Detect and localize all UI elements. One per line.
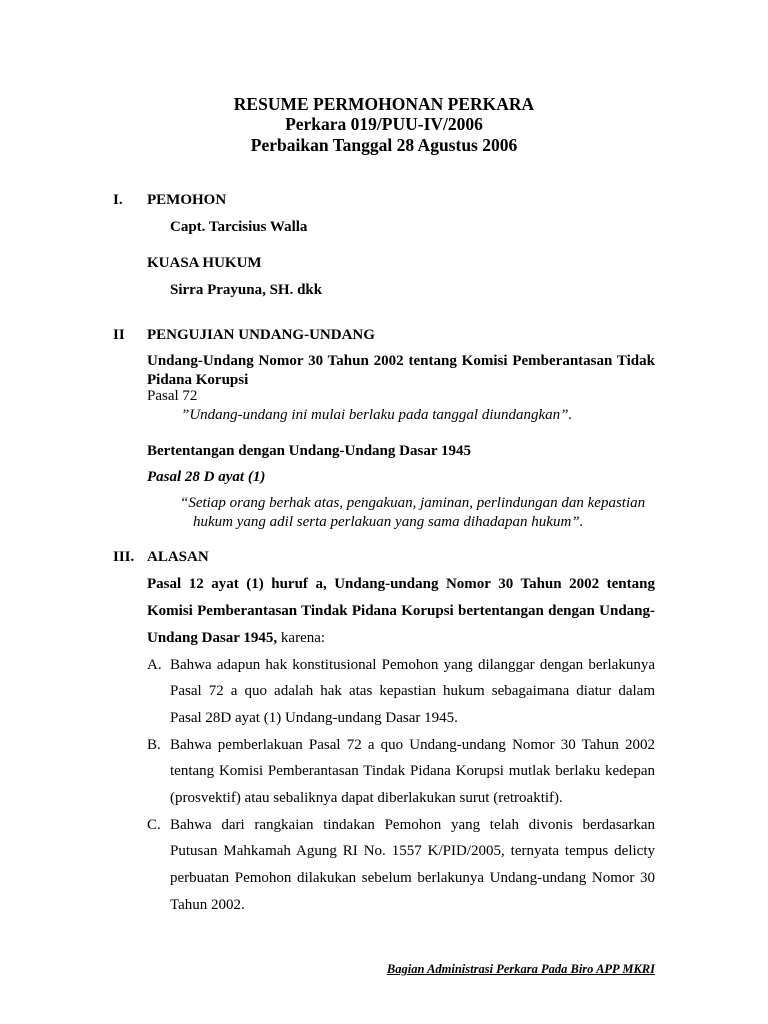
list-item-letter: C.	[147, 817, 161, 833]
list-item-line: perbuatan Pemohon dilakukan sebelum berlakunya Undang-undang Nomor 30	[170, 870, 655, 886]
document-title: RESUME PERMOHONAN PERKARA	[233, 94, 535, 114]
list-item-line: Bahwa dari rangkaian tindakan Pemohon yang telah divonis berdasarkan	[170, 817, 655, 833]
section-number: II	[113, 327, 125, 343]
alasan-intro-line: Komisi Pemberantasan Tindak Pidana Korupsi bertentangan dengan Undang-	[147, 603, 655, 619]
law-article-quote: ”Undang-undang ini mulai berlaku pada tanggal diundangkan”.	[181, 407, 573, 423]
applicant-name: Capt. Tarcisius Walla	[170, 219, 308, 235]
conflict-heading: Bertentangan dengan Undang-Undang Dasar 1945	[147, 443, 471, 459]
section-number: III.	[113, 549, 135, 565]
list-item-letter: B.	[147, 737, 161, 753]
law-title-line: Pidana Korupsi	[147, 372, 249, 388]
list-item-line: (prosvektif) atau sebaliknya dapat diberlakukan surut (retroaktif).	[170, 790, 563, 806]
list-item-line: Bahwa pemberlakuan Pasal 72 a quo Undang-undang Nomor 30 Tahun 2002	[170, 737, 655, 753]
list-item-line: tentang Komisi Pemberantasan Tindak Pidana Korupsi mutlak berlaku kedepan	[170, 763, 655, 779]
list-item-line: Pasal 72 a quo adalah hak atas kepastian hukum sebagaimana diatur dalam	[170, 683, 655, 699]
section-heading: ALASAN	[147, 549, 209, 565]
law-title-line: Undang-Undang Nomor 30 Tahun 2002 tentang Komisi Pemberantasan Tidak	[147, 353, 655, 369]
section-heading: PEMOHON	[147, 192, 227, 208]
law-article: Pasal 72	[147, 388, 198, 404]
list-item-line: Tahun 2002.	[170, 897, 245, 913]
list-item-line: Putusan Mahkamah Agung RI No. 1557 K/PID/2005, ternyata tempus delicty	[170, 843, 655, 859]
counsel-heading: KUASA HUKUM	[147, 255, 262, 271]
alasan-intro-line	[147, 629, 325, 647]
constitution-quote-line: hukum yang adil serta perlakuan yang sama dihadapan hukum”.	[193, 514, 584, 530]
case-number: Perkara 019/PUU-IV/2006	[285, 114, 483, 134]
section-heading: PENGUJIAN UNDANG-UNDANG	[147, 327, 375, 343]
list-item-line: Pasal 28D ayat (1) Undang-undang Dasar 1945.	[170, 710, 458, 726]
section-number: I.	[113, 192, 123, 208]
alasan-intro-bold-text: Undang Dasar 1945,	[147, 630, 278, 646]
list-item-letter: A.	[147, 657, 162, 673]
counsel-name: Sirra Prayuna, SH. dkk	[170, 282, 323, 298]
constitution-article: Pasal 28 D ayat (1)	[147, 469, 266, 485]
alasan-intro-regular-text: karena:	[277, 630, 326, 646]
revision-date: Perbaikan Tanggal 28 Agustus 2006	[250, 135, 518, 155]
list-item-line: Bahwa adapun hak konstitusional Pemohon yang dilanggar dengan berlakunya	[170, 657, 655, 673]
alasan-intro-line: Pasal 12 ayat (1) huruf a, Undang-undang Nomor 30 Tahun 2002 tentang	[147, 576, 655, 592]
page-footer: Bagian Administrasi Perkara Pada Biro APP MKRI	[386, 962, 655, 976]
constitution-quote-line: “Setiap orang berhak atas, pengakuan, jaminan, perlindungan dan kepastian	[180, 495, 646, 511]
